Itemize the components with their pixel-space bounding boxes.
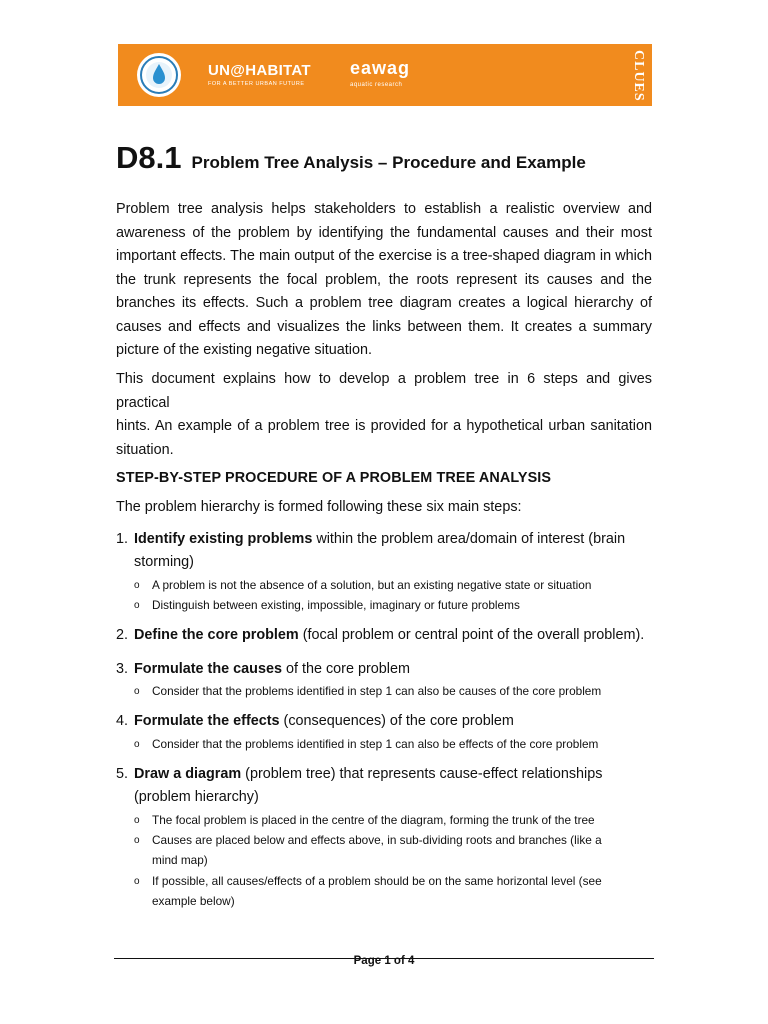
step-title: Formulate the effects xyxy=(134,713,280,729)
step-title: Define the core problem xyxy=(134,627,299,643)
text-line: causes and effects and visualizes the links between them. It creates a summary xyxy=(116,318,652,335)
bullet-icon: o xyxy=(134,739,140,750)
step-5-sub-2 xyxy=(134,831,654,870)
document-title: Problem Tree Analysis – Procedure and Example xyxy=(191,153,586,172)
step-text: of the core problem xyxy=(281,661,410,677)
step-1 xyxy=(116,528,652,574)
sub-item-text: Consider that the problems identified in step 1 can also be effects of the core problem xyxy=(152,737,599,751)
sub-item-text: A problem is not the absence of a solution, but an existing negative state or situation xyxy=(152,578,592,592)
text-line: important effects. The main output of the exercise is a tree-shaped diagram in which xyxy=(116,248,652,264)
intro-paragraph-2 xyxy=(116,368,652,462)
sub-item-text: example below) xyxy=(152,893,235,908)
page-title xyxy=(116,140,586,176)
text-line: This document explains how to develop a problem tree in 6 steps and gives practical xyxy=(116,371,652,411)
step-title: Draw a diagram xyxy=(134,766,242,782)
step-1-sub-2 xyxy=(134,596,654,616)
document-code: D8.1 xyxy=(116,140,182,175)
sub-item-text: mind map) xyxy=(152,852,208,867)
section-intro: The problem hierarchy is formed following these six main steps: xyxy=(116,499,522,515)
eawag-logo: eawag xyxy=(350,58,411,78)
step-5 xyxy=(116,763,652,809)
step-title: Identify existing problems xyxy=(134,531,313,547)
bullet-icon: o xyxy=(134,835,140,846)
section-heading: STEP-BY-STEP PROCEDURE OF A PROBLEM TREE ANALYSIS xyxy=(116,470,552,486)
eawag-tagline: aquatic research xyxy=(350,82,403,88)
step-4 xyxy=(116,710,652,733)
step-5-sub-3 xyxy=(134,872,654,911)
header-banner xyxy=(118,44,652,106)
step-1-sub-1 xyxy=(134,576,654,596)
step-number: 3. xyxy=(116,661,129,677)
bullet-icon: o xyxy=(134,600,140,611)
clues-logo: CLUES xyxy=(631,50,646,102)
intro-paragraph-1 xyxy=(116,198,652,363)
page-number: Page 1 of 4 xyxy=(353,955,415,967)
bullet-icon: o xyxy=(134,815,140,826)
step-text: (problem hierarchy) xyxy=(134,789,259,805)
sub-item-text: Distinguish between existing, impossible, imaginary or future problems xyxy=(152,598,520,612)
text-line: branches its effects. Such a problem tree diagram creates a logical hierarchy of xyxy=(116,295,652,311)
step-number: 2. xyxy=(116,627,129,643)
sub-item-text: If possible, all causes/effects of a problem should be on the same horizontal level (see xyxy=(152,874,602,888)
step-text: storming) xyxy=(134,554,194,570)
step-text: (consequences) of the core problem xyxy=(279,713,514,729)
bullet-icon: o xyxy=(134,686,140,697)
step-text: within the problem area/domain of interest (brain xyxy=(312,531,626,547)
bullet-icon: o xyxy=(134,580,140,591)
sub-item-text: The focal problem is placed in the centre of the diagram, forming the trunk of the tree xyxy=(152,813,595,827)
text-line: hints. An example of a problem tree is provided for a hypothetical urban sanitation xyxy=(116,418,652,434)
step-number: 1. xyxy=(116,531,129,547)
step-number: 5. xyxy=(116,766,129,782)
step-title: Formulate the causes xyxy=(134,661,282,677)
step-text: (focal problem or central point of the overall problem). xyxy=(298,627,645,643)
step-number: 4. xyxy=(116,713,129,729)
sub-item-text: Consider that the problems identified in step 1 can also be causes of the core problem xyxy=(152,684,602,698)
unhabitat-tagline: FOR A BETTER URBAN FUTURE xyxy=(208,81,305,87)
text-line: situation. xyxy=(116,441,174,458)
step-4-sub-1 xyxy=(134,735,654,755)
unhabitat-logo: UN@HABITAT xyxy=(208,62,311,79)
text-line: the trunk represents the focal problem, the roots represent its causes and the xyxy=(116,271,652,288)
bullet-icon: o xyxy=(134,876,140,887)
text-line: picture of the existing negative situation. xyxy=(116,342,372,358)
text-line: awareness of the problem by identifying the fundamental causes and their most xyxy=(116,224,652,241)
sub-item-text: Causes are placed below and effects above, in sub-dividing roots and branches (like a xyxy=(152,833,602,847)
step-3 xyxy=(116,658,652,681)
text-line: Problem tree analysis helps stakeholders to establish a realistic overview and xyxy=(116,201,652,217)
step-3-sub-1 xyxy=(134,682,654,702)
step-5-sub-1 xyxy=(134,811,654,831)
step-2 xyxy=(116,624,652,647)
seal-logo-icon xyxy=(136,52,182,98)
step-text: (problem tree) that represents cause-effect relationships xyxy=(241,766,603,782)
